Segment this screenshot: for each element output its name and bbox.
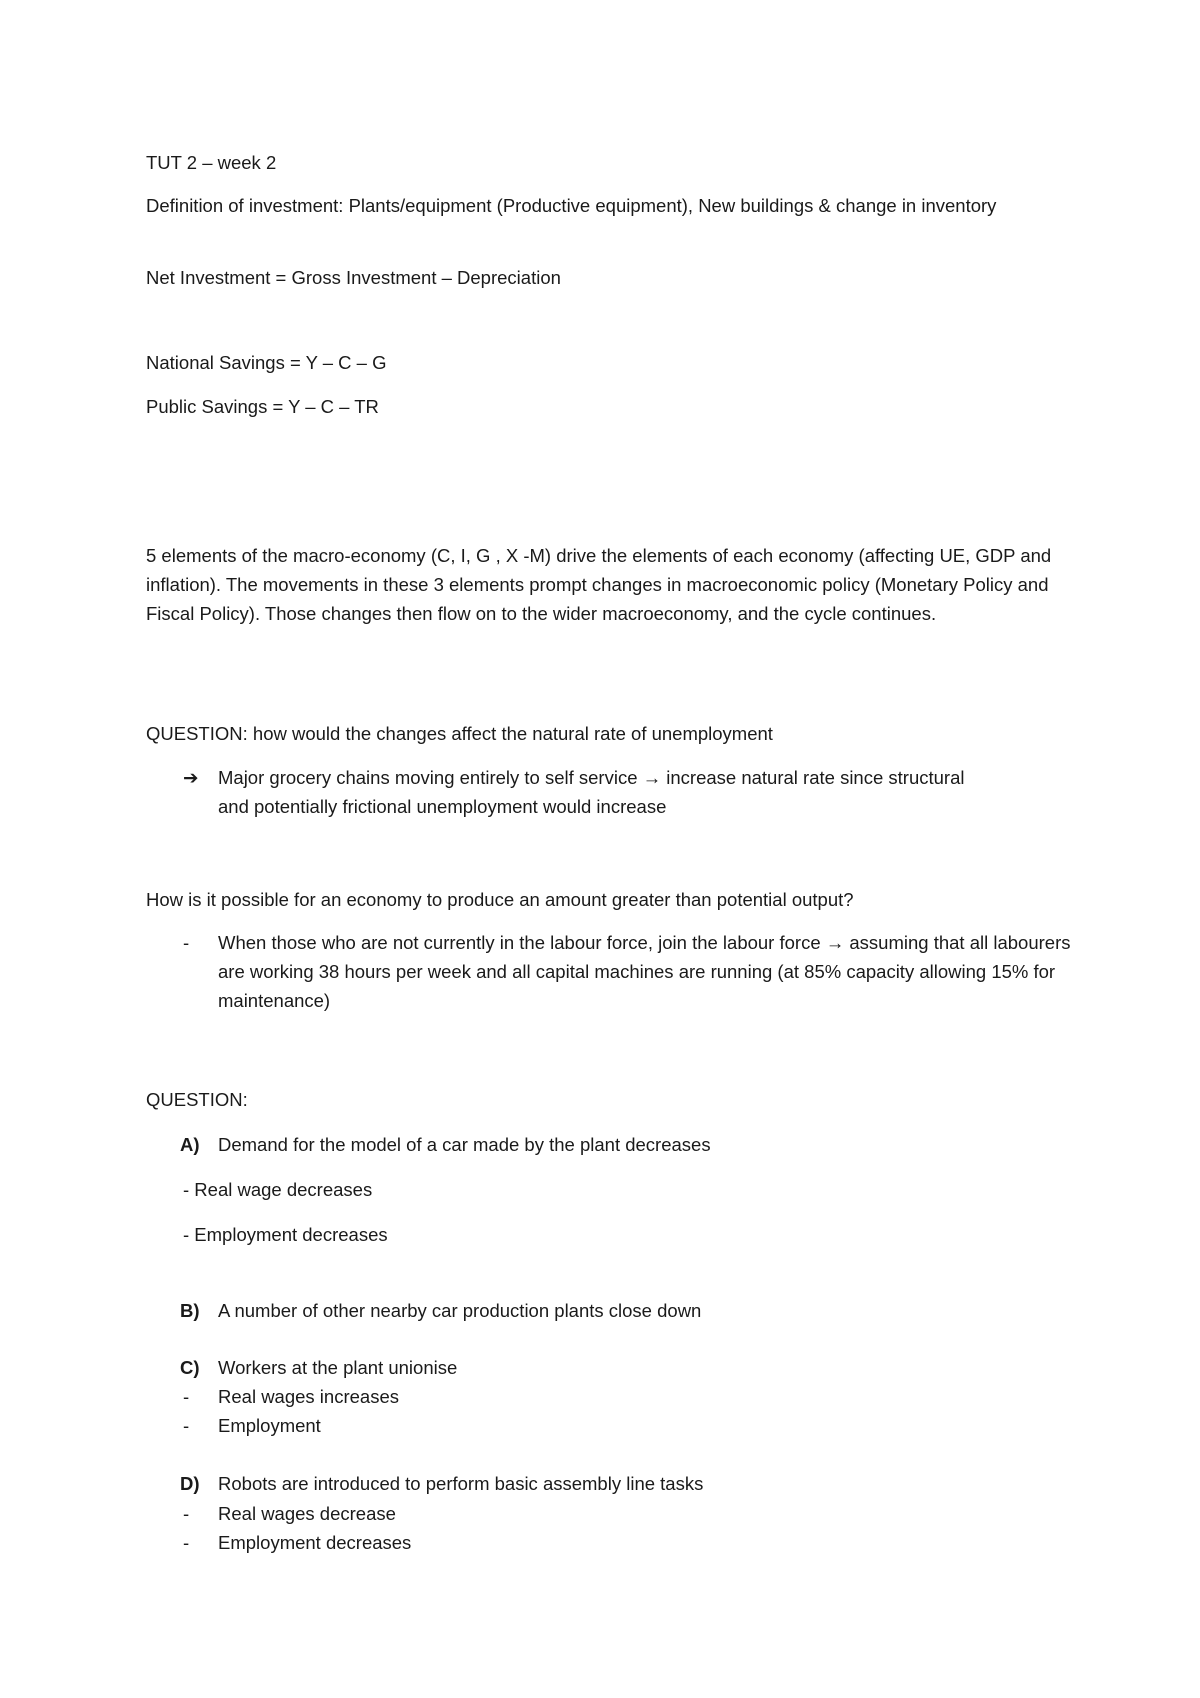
answer-labour-force: When those who are not currently in the labour force, join the labour force → assuming that all labourers are working 38 hours per week and all capital machines are running (at 85% capacity allowing 15% for maintenance) [218,932,1071,1011]
question-label: QUESTION: [146,1089,248,1110]
item-d-text: Robots are introduced to perform basic assembly line tasks [218,1473,704,1494]
item-d-dash1: - [183,1503,190,1524]
macro-paragraph: 5 elements of the macro-economy (C, I, G , X -M) drive the elements of each economy (affecting UE, GDP and inflation). The movements in these 3 elements prompt changes in macroeconomic policy (Monetary Policy and Fiscal Policy). Those changes then flow on to the wider macroeconomy, and the cycle continues. [146,545,1052,624]
question-potential-output: How is it possible for an economy to produce an amount greater than potential output? [146,889,854,910]
answer-grocery-line2: and potentially frictional unemployment would increase [218,796,667,817]
item-a-text: Demand for the model of a car made by the plant decreases [218,1134,711,1155]
definition-investment: Definition of investment: Plants/equipment (Productive equipment), New buildings & change in inventory [146,195,997,216]
heading: TUT 2 – week 2 [146,152,277,173]
item-c-marker: C) [180,1357,200,1378]
item-a-sub2: - Employment decreases [183,1224,388,1245]
answer-grocery-line1: Major grocery chains moving entirely to self service → increase natural rate since structural [218,767,965,788]
item-a-sub1: - Real wage decreases [183,1179,373,1200]
item-d-sub2: Employment decreases [218,1532,412,1553]
net-investment-formula: Net Investment = Gross Investment – Depreciation [146,267,561,288]
public-savings-formula: Public Savings = Y – C – TR [146,396,379,417]
national-savings-formula: National Savings = Y – C – G [146,352,387,373]
item-b-marker: B) [180,1300,200,1321]
arrow-bullet-icon: ➔ [183,767,199,788]
item-c-text: Workers at the plant unionise [218,1357,458,1378]
question-natural-rate: QUESTION: how would the changes affect the natural rate of unemployment [146,723,773,744]
item-c-dash1: - [183,1386,190,1407]
item-d-dash2: - [183,1532,190,1553]
item-c-sub1: Real wages increases [218,1386,399,1407]
item-c-sub2: Employment [218,1415,321,1436]
item-d-marker: D) [180,1473,200,1494]
item-d-sub1: Real wages decrease [218,1503,396,1524]
item-b-text: A number of other nearby car production plants close down [218,1300,702,1321]
item-a-marker: A) [180,1134,200,1155]
item-c-dash2: - [183,1415,190,1436]
dash-bullet: - [183,932,190,953]
